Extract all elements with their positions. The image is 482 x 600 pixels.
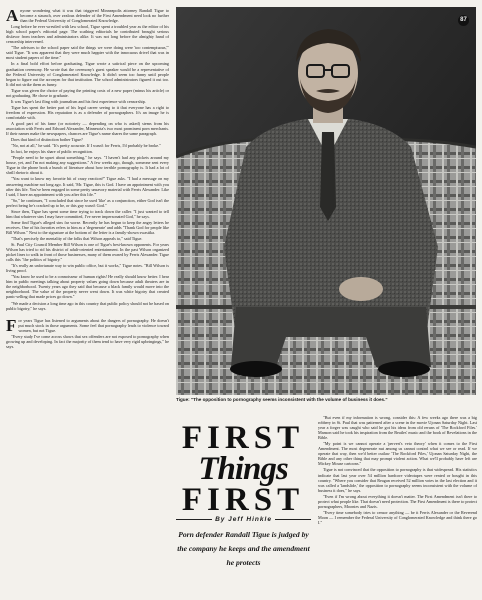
article-paragraph: "It's really an unfortunate way to win public office, but it works," Tigue notes. "Bill Wilson is living proof. bbox=[6, 263, 169, 274]
headline-line-3: FIRST bbox=[181, 482, 305, 518]
portrait-photo bbox=[176, 7, 476, 395]
drop-cap: A bbox=[6, 8, 19, 25]
article-paragraph: "No, not at all," he said. "It's pretty accurate. If I wasn't for Ferris, I'd probably be broke." bbox=[11, 143, 161, 149]
byline-text: By Jeff Hinkle bbox=[215, 516, 272, 523]
article-paragraph: "You know he used to be a connoisseur of human rights! He really should know better. I hear him in public meetings talking about property values going down because adult theaters are in the neighborhood. Twenty years ago they said that because a black family would move into the neighborhood. The value of the property never went down. It was white bigotry that created panic-selling that made prices go down." bbox=[6, 274, 169, 300]
article-paragraph: For years Tigue has listened to arguments about the dangers of pornography. He doesn't put much stock in those arguments. Some feel that pornography leads to violence toward women, but not Tigue. bbox=[6, 315, 169, 335]
left-article-column bbox=[6, 8, 169, 594]
article-paragraph: Does that kind of distinction bother Tigue? bbox=[11, 137, 83, 143]
article-paragraph: Anyone wondering what it was that triggered Minneapolis attorney Randall Tigue to become a staunch, over zealous defender of the First Amendment need look no further than the Federal University of Conglomerated Knowledge. bbox=[6, 8, 169, 25]
headline-line-2: Things bbox=[198, 451, 288, 487]
photo-caption: Tigue: "The opposition to pornography seems inconsistent with the volume of business it does." bbox=[176, 397, 388, 402]
right-article-column bbox=[318, 415, 477, 595]
article-paragraph: Since then, Tigue has spent some time trying to track down the caller. "I just wanted to tell him that whatever sins I may have committed, I've never impersonated God," he says. bbox=[6, 208, 169, 219]
article-paragraph: Long before he ever wrestled with law school, Tigue spent a troubled year as the editor of his high school paper's editorial page. The scathing editorials he contributed brought serious disfavor from teachers and administrators alike. It was not long before the almighty hand of censorship intervened. bbox=[6, 24, 169, 45]
page-number-badge: 87 bbox=[458, 15, 469, 26]
article-paragraph: "The advisors to the school paper said the things we were doing were 'too contemptuous,'" said Tigue. "It was apparent that they were much happier with the innocuous drivel that was in most student papers of the time." bbox=[6, 45, 169, 61]
byline bbox=[176, 516, 311, 523]
drop-cap: F bbox=[6, 315, 17, 335]
byline-rule-right bbox=[275, 519, 311, 520]
article-paragraph: Tigue is not convinced that the opposition to pornography is that widespread. His statistics indicate that last year over 54 million hardcore videotapes were rented or bought in this country. "Where you consider that Reagan received 52 million votes in the last election and it was called a 'landslide,' the opposition to pornography seems inconsistent with the volume of business it does," he says. bbox=[318, 467, 477, 493]
article-paragraph: In a final bold effort before graduating, Tigue wrote a satirical piece on the upcoming graduation ceremony. He wrote that the ceremony's guest speaker would be a representative of the Federal University of Conglomerated Knowledge. It didn't seem too funny until people began to figure out the acronym for that institution. The school administrators figured it out too. It did not strike them as funny. bbox=[6, 61, 169, 87]
headline bbox=[178, 420, 308, 518]
article-paragraph: "People need to be upset about something," he says. "I haven't had any pickets around my house, yet, and I'm not making any suggestions." A few weeks ago, though, someone sent every Tigue in the phone book a bunch of literature about how terrible pornography is. It had a lot of shrill rhetoric about it. bbox=[6, 155, 169, 176]
article-paragraph: A good part of his fame (or notoriety — depending on who is asked) stems from his association with Ferris and Edward Alexander, Minnesota's two most prominent porn merchants. If their names make the newspapers, chances are Tigue's name shares the same paragraph. bbox=[6, 120, 169, 137]
article-paragraph: "Every study I've come across shows that sex offenders are not exposed to pornography when growing up and developing. In fact the majority of them tend to have very rigid upbringings," he says. bbox=[6, 333, 169, 349]
article-paragraph: "Every time somebody tries to censor anything — be it Ferris Alexander or the Reverend Moon — I remember the Federal University of Conglomerated Knowledge and think there go I." bbox=[318, 509, 477, 525]
article-deck: Porn defender Randall Tigue is judged by the company he keeps and the amendment he protects bbox=[177, 530, 310, 567]
article-paragraph: "That's precisely the mentality of the folks that Wilson appeals to," said Tigue. bbox=[11, 235, 143, 241]
article-paragraph: Some find Tigue's alleged sins far worse. Recently he has begun to keep the angry letters he receives. One of his favorites refers to him as a 'degenerate' and adds "Thank God for people like Bill Wilson." Next to the signature at the bottom of the letter is a family-shown swastika. bbox=[6, 219, 169, 235]
article-paragraph: Tigue has spent the better part of his legal career seeing to it that everyone has a right to freedom of expression. His reputation is as a defender of pornographers. It's an image he is comfortable with. bbox=[6, 104, 169, 120]
article-paragraph: "We made a decision a long time ago in this country that public policy should not be based on public bigotry," he says. bbox=[6, 300, 169, 311]
article-paragraph: "You want to know my favorite bit of crazy reaction?" Tigue asks. "I had a message on my answering machine not long ago. It said, 'Mr. Tigue, this is God. I have an appointment with you after this life. You've been engaged in some pretty unsavory material with Ferris Alexander. Like I said, I have an appointment with you after this life.'" bbox=[6, 176, 169, 197]
article-paragraph: In fact, he enjoys his share of public recognition. bbox=[11, 149, 93, 155]
article-paragraph: Tigue was given the choice of paying the printing costs of a new paper (minus his article) or not graduating. He chose to graduate. bbox=[6, 87, 169, 98]
article-paragraph: "But even if my information is wrong, consider this: A few weeks ago there was a big robbery in St. Paul that was patterned after a scene in the movie Ujonan Saturday Night. Last year a forger was caught who said he got his ideas from old reruns of 'The Rockford Files.' Manson said he took his inspiration from the Beatles' music and the book of Revelations in the Bible. bbox=[318, 415, 477, 441]
article-paragraph: It was Tigue's last fling with journalism and his first experience with censorship. bbox=[11, 98, 146, 104]
article-paragraph: "My point is we cannot operate a 'pervert's veto theory' when it comes to the First Amendment. The most degenerate nut among us cannot control what we see or read. If we operate that way, then we'd better outlaw 'The Rockford Files,' Ujonan Saturday Night, the Bible and any other thing that may prompt violent action. What we'll probably have left are Mickey Mouse cartoons." bbox=[318, 441, 477, 467]
article-paragraph: "Even if I'm wrong about everything it doesn't matter. The First Amendment isn't there to protect what people like. That doesn't need protection. The First Amendment is there to protect pornographers, Moonies and Nazis. bbox=[318, 493, 477, 509]
article-paragraph: "So," he continues, "I concluded that since he used 'like' as a conjunction, either God isn't the perfect being he's cracked up to be, or this guy wasn't God." bbox=[6, 197, 169, 208]
byline-rule-left bbox=[176, 519, 212, 520]
portrait-illustration bbox=[176, 7, 476, 395]
headline-line-1: FIRST bbox=[181, 420, 305, 456]
article-paragraph: St. Paul City Council Member Bill Wilson is one of Tigue's best-known opponents. For years Wilson has tried to rid his district of adult-oriented entertainment. In the past Wilson organized picket lines to walk in front of those businesses, many of them owned by Ferris Alexander. Tigue calls this "the politics of bigotry." bbox=[6, 242, 169, 263]
